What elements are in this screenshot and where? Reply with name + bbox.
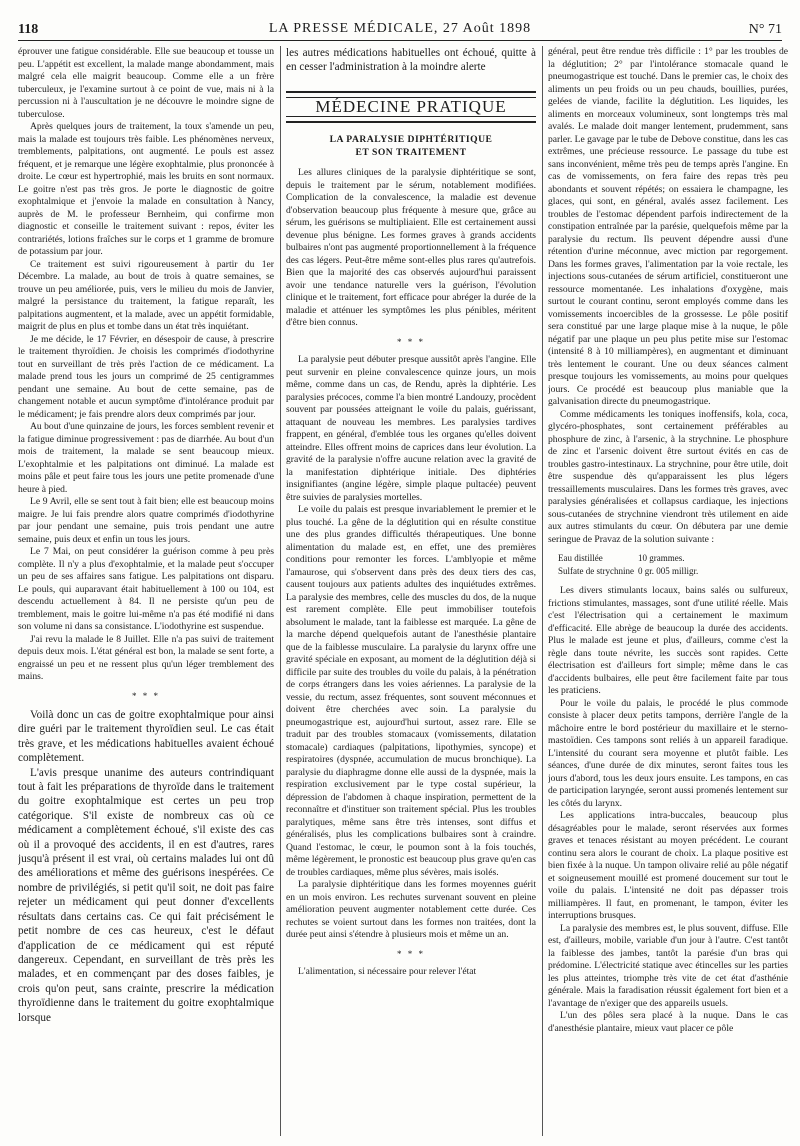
rubric-title: MÉDECINE PRATIQUE — [286, 97, 536, 118]
paragraph: les autres médications habituelles ont échoué, quitte à en cesser l'administration à la moindre alerte — [286, 47, 536, 74]
section-rubric — [286, 91, 536, 124]
formula-ingredient: Sulfate de strychnine — [558, 565, 634, 576]
paragraph: Les allures cliniques de la paralysie diphtéritique se sont, depuis le traitement par le sérum, notablement modifiées. Complication de la convalescence, la maladie est devenue d'observation beaucoup plus fréquente à mesure que, grâce au sérum, les guérisons se multipliaient. Elle est certainement aussi devenue plus bénigne. Les formes graves à grands accidents bulbaires n'ont pas augmenté proportionnellement à la fréquence des cas légers. Peut-être même sont-elles plus rares qu'autrefois. Bien que la majorité des cas observés aujourd'hui paraissent avoir une tendance naturelle vers la guérison, l'évolution clinique et le traitement, fort efficace pour abréger la durée de la maladie et atténuer les symptômes les plus pénibles, méritent d'être bien connus. — [286, 167, 536, 329]
paragraph: Comme médicaments les toniques inoffensifs, kola, coca, glycéro-phosphates, sont certainement préférables au phosphure de zinc, à l'arsenic, à la strychnine. Le phosphure de zinc et l'arsenic doivent être surtout évités en cas de troubles gastro-intestinaux. La strychnine, pour être utile, doit être suspendue dès qu'apparaissent les plus légers tressaillements musculaires. Dans les formes très graves, avec paralysies généralisées et collapsus cardiaque, les injections sous-cutanées de strychnine viendront très utilement en aide aux autres stimulants du cœur. On débutera par une demie seringue de Pravaz de la solution suivante : — [548, 408, 788, 545]
paragraph: Le voile du palais est presque invariablement le premier et le plus touché. La gêne de la déglutition qui en résulte constitue une des plus grandes difficultés thérapeutiques. Une bonne alimentation du malade est, en effet, une des premières conditions pour remonter les forces. L'amblyopie et même l'amaurose, qui s'observent dans près des deux tiers des cas, causent toujours aux patients adultes des inquiétudes extrêmes. La paralysie des membres, celle des muscles du dos, de la nuque est rarement complète. Elle peut immobiliser toutefois absolument le malade, tant la faiblesse est marquée. La gêne de la marche dépend quelquefois autant de l'anesthésie plantaire que de la faiblesse musculaire. La paralysie du larynx offre une gravité spéciale en exposant, au moment de la déglutition déjà si difficile par suite des troubles du voile du palais, à la pénétration de corps étrangers dans les voies aériennes. La paralysie de la vessie, du rectum, assez fréquentes, sont souvent méconnues et doivent être cherchées avec soin. La paralysie du pneumogastrique est, aujourd'hui surtout, assez rare. Elle se traduit par des troubles stomacaux (vomissements, dilatation stomacale) cardiaques (palpitations, lipothymies, syncope) et respiratoires (dyspnée, accumulation de mucus bronchique). La paralysie du diaphragme donne elle aussi de la dyspnée, mais la respiration exclusivement par le type costal supérieur, la dépression de l'abdomen à chaque inspiration, permettent de la reconnaître et d'instituer son traitement spécial. Plus les troubles paralytiques, même sans être très intenses, sont diffus et généralisés, plus les complications bulbaires sont à craindre. Quand l'estomac, le cœur, le poumon sont à la fois touchés, même légèrement, le pronostic est beaucoup plus grave qu'en cas de troubles cardiaques, même plus sévères, mais isolés. — [286, 504, 536, 878]
issue-number: N° 71 — [748, 22, 782, 37]
column-left — [18, 46, 274, 1136]
lead-paragraph: Voilà donc un cas de goitre exophtalmique pour ainsi dire guéri par le traitement thyroïdien seul. Le cas était très grave, et les médications habituelles avaient échoué complètement. — [18, 709, 274, 765]
paragraph: Pour le voile du palais, le procédé le plus commode consiste à placer deux petits tampons, derrière l'angle de la mâchoire entre le bord postérieur du maxillaire et le sterno-mastoïdien. Ces tampons sont reliés à un appareil faradique. L'intensité du courant sera moyenne et plutôt faible. Les séances, d'une durée de dix minutes, seront faites tous les jours d'abord, tous les deux jours ensuite. Les tampons, en cas de participation laryngée, seront aussi promenés lentement sur les côtés du larynx. — [548, 697, 788, 809]
paragraph: Les applications intra-buccales, beaucoup plus désagréables pour le malade, seront réservées aux formes graves et tenaces résistant au moyen précédent. Le courant continu sera alors le courant de choix. La plaque positive est bien fixée à la nuque. Un tampon olivaire relié au pôle négatif et soigneusement mouillé est promené doucement sur tout le voile du palais. L'intensité ne doit pas dépasser trois milliampères. Il faut, en promenant, le tampon, éviter les interruptions brusques. — [548, 810, 788, 921]
paragraph: Après quelques jours de traitement, la toux s'amende un peu, mais la malade est toujours très faible. Les phénomènes nerveux, tremblements, palpitations, ont augmenté. Le pouls est assez fréquent, et je remarque une légère exophtalmie, plus prononcée à droite. Le cœur est hypertrophié, mais les bruits en sont normaux. Le goitre n'est pas très gros. Je porte le diagnostic de goitre exophtalmique et j'envoie la malade en consultation à Nancy, auprès de M. le professeur Bernheim, qui confirme mon diagnostic et conseille le traitement suivant : repos, éviter les contrariétés, lotions fraîches sur le corps et 1 gramme de bromure de potassium par jour. — [18, 121, 274, 257]
section-separator: * * * — [397, 948, 425, 959]
paragraph: La paralysie peut débuter presque aussitôt après l'angine. Elle peut survenir en pleine convalescence quinze jours, un mois même, comme dans un cas, de Rendu, après la diphtérie. Les paralysies précoces, comme l'a bien montré Landouzy, procèdent souvent par poussées atteignant le voile du palais, guérissant, attaquant de nouveau les membres. Les paralysies tardives frappent, en général, d'emblée tous les organes qu'elles doivent atteindre. Elles offrent moins de caprices dans leur évolution. La gravité de la paralysie n'offre aucune relation avec la gravité de la manifestation diphtérique initiale. Des diphtéries insignifiantes (angine légère, simple plaque pultacée) peuvent être suivies de paralysies mortelles. — [286, 354, 536, 503]
journal-title: LA PRESSE MÉDICALE, 27 Août 1898 — [268, 21, 532, 36]
paragraph: La paralysie diphtéritique dans les formes moyennes guérit en un mois environ. Les rechutes survenant souvent en pleine amélioration peuvent augmenter notablement cette durée. Ces rechutes se voient surtout dans les formes non traitées, dont la durée peut ainsi s'étendre à plusieurs mois et même un an. — [286, 879, 536, 941]
column-right — [548, 46, 788, 1136]
paragraph: éprouver une fatigue considérable. Elle sue beaucoup et tousse un peu. L'appétit est excellent, la malade mange abondamment, mais malgré cela elle maigrit beaucoup. Comme elle a un frère tuberculeux, je l'examine surtout à ce point de vue, mais ni à la percussion ni à l'auscultation je ne découvre le moindre signe de tuberculose. — [18, 46, 274, 120]
formula-dose: 0 gr. 005 milligr. — [637, 565, 699, 576]
column-middle — [286, 46, 536, 1136]
section-separator: * * * — [397, 336, 425, 347]
paragraph: L'avis presque unanime des auteurs contrindiquant tout à fait les préparations de thyroïde dans le traitement du goitre exophtalmique est certes un peu trop catégorique. S'il existe de nombreux cas où ce médicament a complètement échoué, s'il existe des cas où il a provoqué des accidents, il en est d'autres, rares jusqu'à présent il est vrai, où certains malades lui ont dû des améliorations et même des guérisons inespérées. Ce nombre de privilégiés, si petit qu'il soit, ne doit pas faire rejeter un médicament qui peut donner d'excellents résultats dans certains cas. Ce qui fait précisément le petit nombre de ces cas heureux, c'est le défaut d'application de ce médicament qui est réputé dangereux. Cependant, en surveillant de très près les malades, et en commençant par des doses faibles, je crois qu'on peut, sans crainte, prescrire la médication thyroïdienne dans le traitement du goitre exophtalmique lorsque — [18, 766, 274, 1024]
paragraph: J'ai revu la malade le 8 Juillet. Elle n'a pas suivi de traitement depuis deux mois. L'état général est bon, la malade se sent forte, a engraissé un peu et ne ressent plus qu'un léger tremblement des mains. — [18, 633, 274, 682]
formula-row — [558, 565, 702, 578]
paragraph: Le 7 Mai, on peut considérer la guérison comme à peu près complète. Il n'y a plus d'exophtalmie, et la malade peut s'occuper un peu de ses affaires sans fatigue. Les palpitations ont disparu. Le pouls, qui auparavant était habituellement à 100 ou 104, est descendu actuellement à 84. Il ne persiste qu'un peu de tremblement, mais le goitre lui-même n'a pas été modifié ni dans son volume ni dans sa consistance. L'iodothyrine est suspendue. — [18, 546, 274, 632]
article-title-line-2: ET SON TRAITEMENT — [355, 147, 467, 159]
paragraph: Le 9 Avril, elle se sent tout à fait bien; elle est beaucoup moins maigre. Je lui fais prendre alors quatre comprimés d'iodothyrine par jour pendant une semaine, puis trois pendant une autre semaine, puis deux et enfin un tous les jours. — [18, 496, 274, 545]
paragraph: Au bout d'une quinzaine de jours, les forces semblent revenir et la fatigue diminue progressivement : pas de diarrhée. Au bout d'un mois de traitement, la malade se sent beaucoup mieux. L'exophtalmie et les palpitations ont diminué. La malade est moins pâle et peut faire tous les jours une petite promenade d'une heure à pied. — [18, 421, 274, 495]
column-divider — [542, 46, 543, 1136]
paragraph: Je me décide, le 17 Février, en désespoir de cause, à prescrire le traitement thyroïdien. Je choisis les comprimés d'iodothyrine tout en surveillant de très près l'action de ce médicament. La malade prend tous les jours un comprimé de 25 centigrammes pendant une semaine. Au bout de cette semaine, pas de changement notable et aucun symptôme d'intolérance produit par le médicament; je fais prendre alors deux comprimés par jour. — [18, 333, 274, 420]
paragraph: Les divers stimulants locaux, bains salés ou sulfureux, frictions stimulantes, massages, sont d'une utilité réelle. Mais c'est l'électrisation qui a certainement le maximum d'efficacité. Elle abrège de beaucoup la durée des accidents. Plus le malade est jeune et plus, d'ailleurs, comme c'est la règle dans toute névrite, les succès sont rapides. Cette électrisation est d'ailleurs fort simple; même dans le cas d'accidents bulbaires, elle peut être facilement faite par tous les praticiens. — [548, 585, 788, 696]
paragraph: Ce traitement est suivi rigoureusement à partir du 1er Décembre. La malade, au bout de trois à quatre semaines, se trouve un peu améliorée, puis, vers le milieu du mois de Janvier, malgré la persistance du traitement, la fatigue reparaît, les palpitations augmentent, et la malade, avec un appétit formidable, maigrit de plus en plus et tombe dans un état très inquiétant. — [18, 258, 274, 332]
prescription-formula — [558, 552, 702, 577]
paragraph: L'un des pôles sera placé à la nuque. Dans le cas d'anesthésie plantaire, mieux vaut placer ce pôle — [548, 1010, 788, 1034]
formula-dose: 10 grammes. — [637, 553, 685, 563]
paragraph: L'alimentation, si nécessaire pour relever l'état — [298, 966, 477, 978]
article-title-line-1: LA PARALYSIE DIPHTÉRITIQUE — [329, 134, 493, 146]
paragraph: La paralysie des membres est, le plus souvent, diffuse. Elle est, d'ailleurs, mobile, variable d'un jour à l'autre. C'est tantôt la faiblesse des jambes, tantôt la parésie d'un bras qui prédomine. L'électricité statique avec étincelles sur les parties les plus atteintes, triomphe très vite de cet état d'asthénie générale. Mais la faradisation réussit également fort bien et a l'avantage de n'exiger que des appareils usuels. — [548, 922, 788, 1009]
paragraph: général, peut être rendue très difficile : 1° par les troubles de la déglutition; 2° par l'intolérance stomacale quand le pneumogastrique est touché. Dans le premier cas, le choix des aliments un peu froids ou un peu chauds, bouillies, purées, gelées de viande, facilite la déglutition. Les liquides, les aliments en morceaux volumineux, sont longtemps très mal avalés. Le malade doit manger lentement, prudemment, sans parler. Le gavage par le tube de Debove constitue, dans les cas extrêmes, une précieuse ressource. Le passage du tube est sans inconvénient, même très peu de temps après l'angine. En cas de vomissements, on fera faire des repas très peu abondants et souvent répétés; on essaiera le champagne, les glaces, qui sont, en général, avalés assez facilement. Les troubles de l'estomac dépendent parfois indirectement de la constipation entraînée par la parésie, quelquefois même par la paralysie du rectum. Ils peuvent dépendre aussi d'une rétention d'urine méconnue, avec miction par regorgement. Dans les formes graves, l'alimentation par la voie rectale, les injections sous-cutanées de sérum artificiel, constitueront une ressource momentanée. Les inhalations d'oxygène, mais surtout le courant continu, seront employés comme dans les vomissements incoercibles de la grossesse. Le pôle positif sera constitué par une large plaque mise à la nuque, le pôle négatif par une plaque un peu plus petite mise sur l'estomac (intensité 8 à 10 milliampères), en augmentant et diminuant très lentement le courant. Une ou deux séances calment presque toujours les vomissements, au moins pour quelques jours. Ce procédé est beaucoup plus maniable que la galvanisation directe du pneumogastrique. — [548, 46, 788, 407]
header-rule — [18, 40, 782, 41]
article-title — [286, 133, 536, 159]
page-number: 118 — [18, 22, 39, 37]
formula-row — [558, 552, 702, 565]
formula-ingredient: Eau distillée — [558, 553, 603, 563]
column-divider — [280, 46, 281, 1136]
section-separator: * * * — [132, 690, 160, 701]
